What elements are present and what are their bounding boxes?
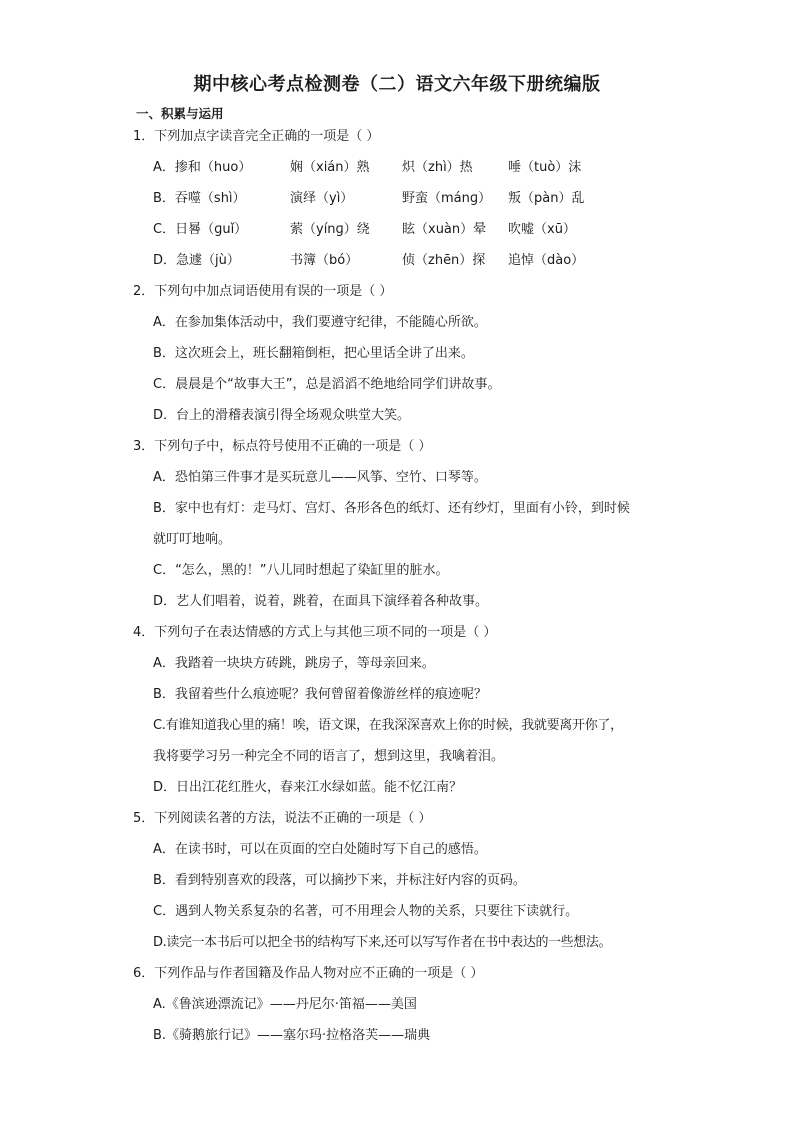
option-cell: 追悼（dào） xyxy=(508,253,585,268)
question-2 xyxy=(133,283,673,425)
option-a: A．恐怕第三件事才是买玩意儿——风筝、空竹、口琴等。 xyxy=(153,470,487,485)
question-4 xyxy=(133,624,673,797)
option-cell: 炽（zhì）热 xyxy=(402,160,473,175)
option-b: B．看到特别喜欢的段落，可以摘抄下来，并标注好内容的页码。 xyxy=(153,873,526,888)
option-cell: 吹嘘（xū） xyxy=(508,222,576,237)
option-c: C.有谁知道我心里的痛！唉，语文课，在我深深喜欢上你的时候，我就要离开你了， xyxy=(153,718,623,733)
option-c: C．“怎么，黑的！”八儿同时想起了染缸里的脏水。 xyxy=(153,563,449,578)
option-cell: 叛（pàn）乱 xyxy=(508,191,585,206)
option-b: B．我留着些什么痕迹呢？我何曾留着像游丝样的痕迹呢？ xyxy=(153,687,487,702)
question-1 xyxy=(133,128,673,270)
option-row-d xyxy=(133,252,673,270)
question-6 xyxy=(133,965,673,1045)
question-3 xyxy=(133,438,673,611)
option-cell: 眩（xuàn）晕 xyxy=(402,222,487,237)
question-stem: 5．下列阅读名著的方法，说法不正确的一项是（ ） xyxy=(133,811,432,826)
option-cell: 萦（yínɡ）绕 xyxy=(290,222,370,237)
page-title: 期中核心考点检测卷（二）语文六年级下册统编版 xyxy=(193,74,601,95)
question-list xyxy=(133,128,673,1045)
option-d: D.读完一本书后可以把全书的结构写下来,还可以写写作者在书中表达的一些想法。 xyxy=(153,935,612,950)
option-b: B．家中也有灯：走马灯、宫灯、各形各色的纸灯、还有纱灯，里面有小铃，到时候 xyxy=(153,501,630,516)
question-stem: 6．下列作品与作者国籍及作品人物对应不正确的一项是（ ） xyxy=(133,966,484,981)
option-cell: A．掺和（huo） xyxy=(153,160,252,175)
option-cell: 侦（zhēn）探 xyxy=(402,253,486,268)
option-a: A.《鲁滨逊漂流记》——丹尼尔·笛福——美国 xyxy=(153,997,417,1012)
option-row-c xyxy=(133,221,673,239)
option-cell: D．急遽（jù） xyxy=(153,253,240,268)
option-b: B.《骑鹅旅行记》——塞尔玛·拉格洛芙——瑞典 xyxy=(153,1028,431,1043)
option-a: A．在读书时，可以在页面的空白处随时写下自己的感悟。 xyxy=(153,842,487,857)
option-c: C．晨晨是个“故事大王”，总是滔滔不绝地给同学们讲故事。 xyxy=(153,377,501,392)
option-cell: 演绎（yì） xyxy=(290,191,354,206)
option-row-a xyxy=(133,159,673,177)
option-cell: 唾（tuò）沫 xyxy=(508,160,582,175)
option-c-continuation: 我将要学习另一种完全不同的语言了，想到这里，我噙着泪。 xyxy=(153,749,505,764)
question-stem: 4．下列句子在表达情感的方式上与其他三项不同的一项是（ ） xyxy=(133,625,497,640)
option-cell: 野蛮（mánɡ） xyxy=(402,191,492,206)
option-cell: B．吞噬（shì） xyxy=(153,191,246,206)
option-cell: 娴（xián）熟 xyxy=(290,160,370,175)
question-stem: 1．下列加点字读音完全正确的一项是（ ） xyxy=(133,129,380,144)
question-stem: 2．下列句中加点词语使用有误的一项是（ ） xyxy=(133,284,393,299)
question-5 xyxy=(133,810,673,952)
option-d: D．日出江花红胜火，春来江水绿如蓝。能不忆江南？ xyxy=(153,780,463,795)
option-cell: C．日晷（ɡuǐ） xyxy=(153,222,248,237)
option-b: B．这次班会上，班长翻箱倒柜，把心里话全讲了出来。 xyxy=(153,346,474,361)
option-d: D．台上的滑稽表演引得全场观众哄堂大笑。 xyxy=(153,408,411,423)
option-cell: 书簿（bó） xyxy=(290,253,359,268)
option-a: A．在参加集体活动中，我们要遵守纪律，不能随心所欲。 xyxy=(153,315,487,330)
section-heading: 一、积累与运用 xyxy=(136,106,224,121)
option-row-b xyxy=(133,190,673,208)
option-d: D．艺人们唱着，说着，跳着，在面具下演绎着各种故事。 xyxy=(153,594,489,609)
option-b-continuation: 就叮叮地响。 xyxy=(153,532,232,547)
option-c: C．遇到人物关系复杂的名著，可不用理会人物的关系，只要往下读就行。 xyxy=(153,904,579,919)
question-stem: 3．下列句子中，标点符号使用不正确的一项是（ ） xyxy=(133,439,432,454)
option-a: A．我踏着一块块方砖跳，跳房子，等母亲回来。 xyxy=(153,656,435,671)
